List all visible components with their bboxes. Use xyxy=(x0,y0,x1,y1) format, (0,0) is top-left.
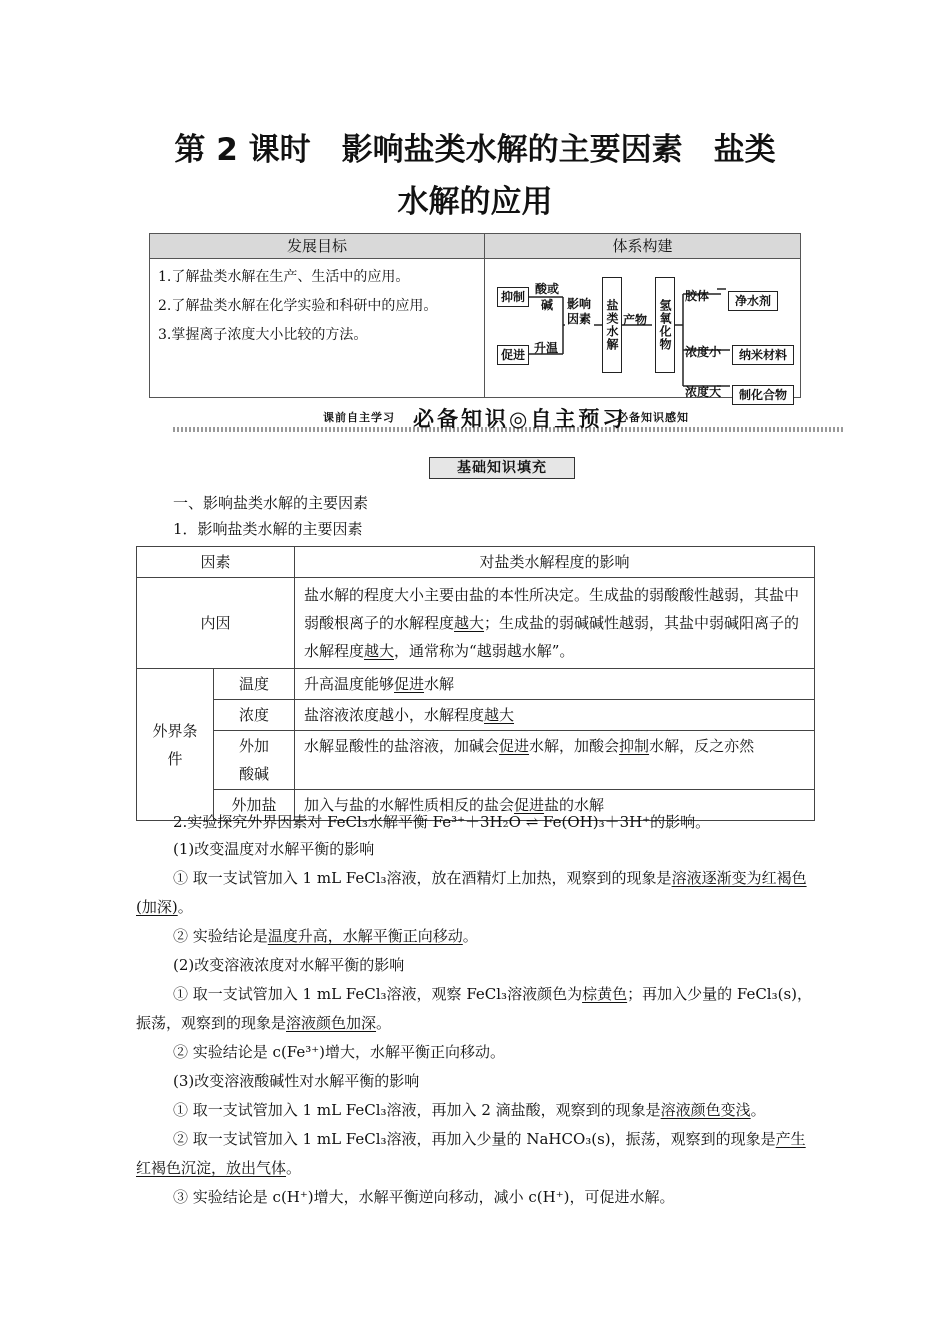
answer-blank: 溶液逐渐变为红褐色(加深) xyxy=(136,869,807,916)
table-row-name: 温度 xyxy=(214,669,295,700)
goals-header: 发展目标 xyxy=(150,234,485,259)
answer-blank: 促进 xyxy=(394,675,425,693)
answer-blank: 促进 xyxy=(514,796,545,814)
map-node-yizhi: 抑制 xyxy=(497,287,529,307)
table-cell-internal: 内因 xyxy=(137,578,295,669)
sub-1a xyxy=(136,864,815,922)
internal-text-b: ；生成盐的弱碱碱性越弱，其盐中弱碱阳离子的水解程度 xyxy=(304,614,800,660)
sub-2b: ② 实验结论是 c(Fe³⁺)增大，水解平衡正向移动。 xyxy=(173,1043,506,1061)
heading-2: 1．影响盐类水解的主要因素 xyxy=(173,520,363,538)
internal-text-c: ，通常称为“越弱越水解”。 xyxy=(394,642,575,660)
text: 。 xyxy=(750,1101,766,1119)
factors-table xyxy=(136,546,815,821)
goals-table xyxy=(149,233,801,402)
map-node-nami: 纳米材料 xyxy=(732,345,794,365)
answer-blank: 越大 xyxy=(364,642,395,660)
answer-blank: 温度升高，水解平衡正向移动 xyxy=(267,927,463,945)
answer-blank: 越大 xyxy=(454,614,485,632)
map-header: 体系构建 xyxy=(485,234,801,259)
map-label-nongdu-xiao: 浓度小 xyxy=(685,345,722,359)
answer-blank: 抑制 xyxy=(619,737,650,755)
sub-3c: ③ 实验结论是 c(H⁺)增大，水解平衡逆向移动，减小 c(H⁺)，可促进水解。 xyxy=(173,1188,675,1206)
text: 。 xyxy=(462,927,478,945)
table-cell-external: 外界条件 xyxy=(137,669,214,821)
map-node-yanlei: 盐类水解 xyxy=(602,277,622,373)
table-row-text xyxy=(295,669,815,700)
text: ② 取一支试管加入 1 mL FeCl₃溶液，再加入少量的 NaHCO₃(s)，振荡，观察到的现象是 xyxy=(173,1130,776,1148)
row-text-a: 升高温度能够 xyxy=(304,675,395,693)
heading-1: 一、影响盐类水解的主要因素 xyxy=(173,494,369,512)
table-row-name: 外加盐 xyxy=(214,790,295,821)
map-node-jingshui: 净水剂 xyxy=(728,291,778,311)
goal-item: 3.掌握离子浓度大小比较的方法。 xyxy=(158,327,368,343)
map-node-cujin: 促进 xyxy=(497,345,529,365)
internal-text-a: 盐水解的程度大小主要由盐的本性所决定。生成盐的弱酸酸性越弱，其盐中弱酸根离子的水解程度 xyxy=(304,586,800,632)
table-cell-internal-text xyxy=(295,578,815,669)
map-label-shengwen: 升温 xyxy=(534,341,559,355)
table-row-name: 外加酸碱 xyxy=(214,731,295,790)
map-label-jiaoti: 胶体 xyxy=(685,289,710,303)
text: ；再加入少量的 FeCl₃(s)，振荡，观察到的现象是 xyxy=(136,985,813,1032)
answer-blank: 产生红褐色沉淀，放出气体 xyxy=(136,1130,806,1177)
text: ② 实验结论是 xyxy=(173,927,268,945)
table-row-text xyxy=(295,731,815,790)
map-node-zhihe: 制化合物 xyxy=(732,385,794,405)
map-node-yingxiang: 影响因素 xyxy=(566,297,591,326)
map-label-chanwu: 产物 xyxy=(623,313,648,327)
answer-blank: 促进 xyxy=(499,737,530,755)
text: ① 取一支试管加入 1 mL FeCl₃溶液，再加入 2 滴盐酸，观察到的现象是 xyxy=(173,1101,661,1119)
sub-3a xyxy=(136,1096,815,1125)
row-text-b: 盐的水解 xyxy=(544,796,605,814)
text: 。 xyxy=(177,898,193,916)
answer-blank: 越大 xyxy=(484,706,515,724)
concept-map xyxy=(485,259,801,402)
goals-list xyxy=(150,259,485,398)
banner-left: 课前自主学习 xyxy=(323,411,395,424)
row-text-a: 加入与盐的水解性质相反的盐会 xyxy=(304,796,515,814)
table-row-text xyxy=(295,700,815,731)
text: ① 取一支试管加入 1 mL FeCl₃溶液，观察 FeCl₃溶液颜色为 xyxy=(173,985,583,1003)
banner-main: 必备知识◎自主预习 xyxy=(413,407,627,431)
goal-item: 2.了解盐类水解在化学实验和科研中的应用。 xyxy=(158,298,438,314)
text: 。 xyxy=(286,1159,302,1177)
text: ① 取一支试管加入 1 mL FeCl₃溶液，放在酒精灯上加热，观察到的现象是 xyxy=(173,869,672,887)
sub-3: (3)改变溶液酸碱性对水解平衡的影响 xyxy=(173,1072,420,1090)
sub-1b xyxy=(136,922,815,951)
experiment-section xyxy=(136,809,815,1212)
sub-2a xyxy=(136,980,815,1038)
map-node-qyhw: 氢氧化物 xyxy=(655,277,675,373)
row-text-b: 水解，加酸会 xyxy=(529,737,620,755)
banner-right: 必备知识感知 xyxy=(617,411,689,424)
answer-blank: 棕黄色 xyxy=(582,985,628,1003)
page-title-line1: 第 2 课时 影响盐类水解的主要因素 盐类 xyxy=(174,132,776,168)
row-text-b: 水解 xyxy=(424,675,455,693)
row-text-c: 水解，反之亦然 xyxy=(649,737,755,755)
goal-item: 1.了解盐类水解在生产、生活中的应用。 xyxy=(158,269,410,285)
table-head-effect: 对盐类水解程度的影响 xyxy=(295,547,815,578)
answer-blank: 溶液颜色加深 xyxy=(286,1014,377,1032)
sub-2: (2)改变溶液浓度对水解平衡的影响 xyxy=(173,956,405,974)
text: 。 xyxy=(376,1014,392,1032)
sub-1: (1)改变温度对水解平衡的影响 xyxy=(173,840,375,858)
map-label-suan: 酸或碱 xyxy=(534,282,559,312)
section-title: 基础知识填充 xyxy=(429,457,575,479)
sub-3b xyxy=(136,1125,815,1183)
table-head-factor: 因素 xyxy=(137,547,295,578)
para-2: 2.实验探究外界因素对 FeCl₃水解平衡 Fe³⁺＋3H₂O ⇌ Fe(OH)₃＋3H⁺的影响。 xyxy=(173,813,711,831)
page-title-line2: 水解的应用 xyxy=(397,184,553,220)
row-text-a: 水解显酸性的盐溶液，加碱会 xyxy=(304,737,500,755)
row-text-a: 盐溶液浓度越小，水解程度 xyxy=(304,706,485,724)
map-label-nongdu-da: 浓度大 xyxy=(685,385,722,399)
table-row-name: 浓度 xyxy=(214,700,295,731)
section-banner xyxy=(173,405,843,435)
concept-map-lines xyxy=(485,259,800,397)
answer-blank: 溶液颜色变浅 xyxy=(660,1101,751,1119)
